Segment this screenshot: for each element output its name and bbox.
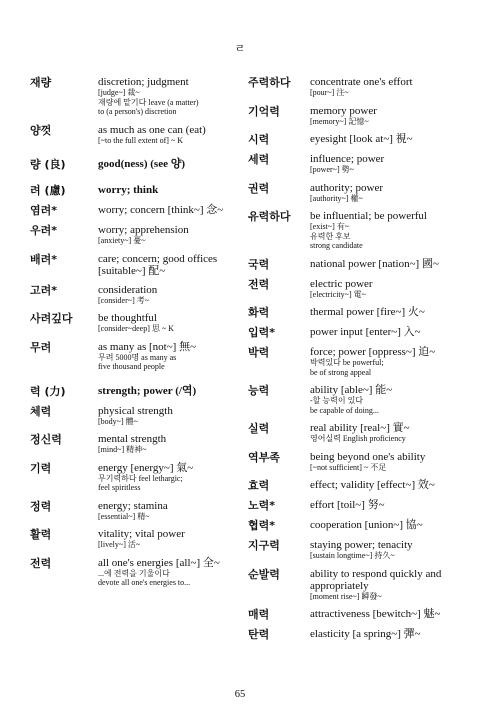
entry-definition bbox=[310, 568, 470, 602]
entry-headword: 탄력 bbox=[248, 628, 270, 641]
definition-text: consideration bbox=[98, 283, 158, 296]
definition-note: [mind~] 精神~ bbox=[98, 445, 147, 454]
dictionary-entry bbox=[248, 258, 470, 271]
dictionary-entry bbox=[30, 341, 235, 372]
entry-definition bbox=[310, 76, 470, 98]
entry-headword: 양껏 bbox=[30, 123, 52, 137]
dictionary-entry bbox=[248, 539, 470, 561]
definition-text: influence; power bbox=[310, 153, 385, 165]
definition-text: ability [able~] 能~ bbox=[310, 384, 393, 396]
definition-text: be influential; be powerful bbox=[310, 210, 427, 222]
entry-definition bbox=[98, 184, 235, 197]
dictionary-entry bbox=[248, 210, 470, 251]
definition-text: discretion; judgment bbox=[98, 76, 189, 88]
definition-text: elasticity [a spring~] 彈~ bbox=[310, 628, 421, 640]
definition-text: energy [energy~] 氣~ bbox=[98, 461, 194, 474]
definition-note: strong candidate bbox=[310, 241, 363, 250]
entry-definition bbox=[98, 312, 235, 334]
dictionary-entry bbox=[248, 451, 470, 473]
dictionary-entry bbox=[248, 326, 470, 339]
definition-text: as many as [not~] 無~ bbox=[98, 340, 197, 353]
entry-headword: 실력 bbox=[248, 422, 270, 435]
definition-text: be thoughtful bbox=[98, 312, 157, 324]
entry-definition bbox=[310, 326, 470, 339]
entry-definition bbox=[310, 422, 470, 444]
entry-headword: 염려* bbox=[30, 204, 58, 217]
dictionary-entry bbox=[30, 76, 235, 117]
dictionary-entry bbox=[30, 312, 235, 334]
definition-note: 무기력하다 feel lethargic; bbox=[98, 473, 183, 483]
definition-note: be of strong appeal bbox=[310, 367, 372, 377]
entry-headword: 권력 bbox=[248, 181, 270, 195]
entry-headword: 노력* bbox=[248, 499, 276, 512]
entry-headword: 국력 bbox=[248, 257, 270, 271]
dictionary-entry bbox=[248, 422, 470, 444]
dictionary-entry bbox=[248, 384, 470, 415]
entry-headword: 려 (慮) bbox=[30, 184, 66, 197]
dictionary-entry bbox=[248, 278, 470, 300]
entry-definition bbox=[310, 499, 470, 512]
definition-note: five thousand people bbox=[98, 362, 165, 371]
dictionary-entry bbox=[248, 628, 470, 641]
definition-note: [~to the full extent of] ~ K bbox=[98, 135, 184, 145]
definition-text: cooperation [union~] 協~ bbox=[310, 519, 423, 531]
entry-headword: 매력 bbox=[248, 608, 270, 621]
entry-definition bbox=[310, 519, 470, 532]
page-number: 65 bbox=[234, 689, 246, 700]
definition-note: [pour~] 注~ bbox=[310, 88, 349, 97]
dictionary-entry bbox=[30, 253, 235, 277]
definition-note: be capable of doing... bbox=[310, 405, 379, 415]
definition-text: power input [enter~] 入~ bbox=[310, 326, 421, 338]
entry-definition bbox=[310, 210, 470, 251]
definition-note: devote all one's energies to... bbox=[98, 578, 191, 587]
definition-note: ...에 전력을 기울이다 bbox=[98, 568, 170, 578]
page-header: ㄹ bbox=[234, 42, 246, 55]
definition-text: mental strength bbox=[98, 433, 167, 445]
entry-definition bbox=[98, 284, 235, 306]
definition-text: thermal power [fire~] 火~ bbox=[310, 306, 425, 318]
definition-text: all one's energies [all~] 全~ bbox=[98, 556, 220, 569]
entry-definition bbox=[310, 539, 470, 561]
section-heading bbox=[30, 158, 235, 171]
right-column bbox=[248, 76, 470, 648]
entry-definition bbox=[310, 153, 470, 175]
dictionary-entry bbox=[30, 204, 235, 217]
entry-definition bbox=[98, 158, 235, 171]
definition-text: staying power; tenacity bbox=[310, 539, 413, 551]
dictionary-entry bbox=[248, 306, 470, 319]
entry-headword: 기억력 bbox=[248, 104, 280, 118]
entry-headword: 박력 bbox=[248, 346, 270, 359]
definition-text: vitality; vital power bbox=[98, 528, 185, 540]
definition-text: force; power [oppress~] 迫~ bbox=[310, 346, 436, 358]
entry-headword: 화력 bbox=[248, 306, 270, 319]
definition-note: [body~] 體~ bbox=[98, 416, 138, 426]
definition-text: attractiveness [bewitch~] 魅~ bbox=[310, 608, 441, 620]
definition-note: 재량에 맡기다 leave (a matter) bbox=[98, 97, 199, 107]
entry-definition bbox=[98, 341, 235, 372]
definition-note: feel spiritless bbox=[98, 483, 141, 492]
entry-definition bbox=[310, 346, 470, 377]
entry-definition bbox=[98, 557, 235, 588]
entry-definition bbox=[310, 133, 470, 146]
definition-note: [anxiety~] 憂~ bbox=[98, 236, 146, 245]
dictionary-entry bbox=[248, 76, 470, 98]
entry-definition bbox=[310, 384, 470, 415]
definition-note: [lively~] 活~ bbox=[98, 540, 141, 549]
entry-headword: 효력 bbox=[248, 479, 270, 492]
definition-note: [memory~] 記憶~ bbox=[310, 116, 369, 126]
definition-note: [sustain longtime~] 持久~ bbox=[310, 551, 395, 560]
entry-headword: 유력하다 bbox=[248, 210, 291, 223]
entry-definition bbox=[310, 258, 470, 271]
definition-note: [authority~] 權~ bbox=[310, 193, 363, 203]
definition-note: to (a person's) discretion bbox=[98, 107, 177, 116]
dictionary-entry bbox=[248, 608, 470, 621]
entry-definition bbox=[98, 224, 235, 246]
definition-note: 영어실력 English proficiency bbox=[310, 434, 406, 443]
dictionary-entry bbox=[248, 133, 470, 146]
entry-definition bbox=[98, 500, 235, 522]
definition-text: national power [nation~] 國~ bbox=[310, 257, 439, 270]
dictionary-entry bbox=[30, 284, 235, 306]
entry-headword: 무려 bbox=[30, 340, 52, 354]
definition-text: effort [toil~] 努~ bbox=[310, 499, 385, 511]
entry-headword: 입력* bbox=[248, 326, 276, 339]
entry-headword: 배려* bbox=[30, 252, 58, 266]
definition-text: worry; concern [think~] 念~ bbox=[98, 204, 224, 216]
definition-text: authority; power bbox=[310, 181, 384, 194]
entry-definition bbox=[310, 278, 470, 300]
entry-definition bbox=[310, 608, 470, 621]
entry-definition bbox=[98, 528, 235, 550]
definition-note: 유력한 후보 bbox=[310, 231, 351, 241]
entry-definition bbox=[98, 462, 235, 493]
definition-text: electric power bbox=[310, 277, 373, 290]
dictionary-entry bbox=[248, 182, 470, 204]
entry-definition bbox=[310, 628, 470, 641]
entry-definition bbox=[98, 204, 235, 217]
entry-definition bbox=[98, 405, 235, 427]
dictionary-entry bbox=[30, 557, 235, 588]
entry-headword: 역부족 bbox=[248, 450, 280, 464]
entry-definition bbox=[310, 479, 470, 492]
definition-text: eyesight [look at~] 視~ bbox=[310, 133, 413, 145]
left-column bbox=[30, 76, 235, 595]
entry-definition bbox=[98, 76, 235, 117]
entry-headword: 정신력 bbox=[30, 433, 62, 446]
entry-headword: 세력 bbox=[248, 153, 270, 166]
entry-headword: 량 (良) bbox=[30, 158, 66, 171]
definition-note: [exist~] 有~ bbox=[310, 222, 350, 231]
dictionary-entry bbox=[30, 224, 235, 246]
dictionary-entry bbox=[248, 519, 470, 532]
definition-text: ability to respond quickly and appropriately bbox=[310, 567, 442, 592]
dictionary-entry bbox=[248, 153, 470, 175]
entry-definition bbox=[98, 385, 235, 398]
dictionary-entry bbox=[30, 462, 235, 493]
entry-headword: 력 (力) bbox=[30, 384, 66, 398]
definition-note: [electricity~] 電~ bbox=[310, 289, 366, 299]
definition-text: physical strength bbox=[98, 404, 173, 417]
dictionary-entry bbox=[248, 499, 470, 512]
dictionary-entry bbox=[248, 105, 470, 127]
entry-definition bbox=[98, 433, 235, 455]
dictionary-entry bbox=[248, 346, 470, 377]
definition-text: energy; stamina bbox=[98, 499, 168, 512]
entry-headword: 고려* bbox=[30, 283, 58, 297]
entry-headword: 정력 bbox=[30, 499, 52, 513]
entry-headword: 우려* bbox=[30, 224, 58, 237]
entry-definition bbox=[310, 105, 470, 127]
entry-headword: 순발력 bbox=[248, 567, 280, 581]
dictionary-entry bbox=[248, 479, 470, 492]
definition-text: memory power bbox=[310, 104, 377, 117]
entry-headword: 능력 bbox=[248, 384, 270, 397]
entry-headword: 지구력 bbox=[248, 539, 280, 552]
definition-note: [consider~] 考~ bbox=[98, 295, 150, 305]
entry-definition bbox=[310, 306, 470, 319]
definition-note: 박력있다 be powerful; bbox=[310, 358, 384, 367]
entry-headword: 체력 bbox=[30, 404, 52, 418]
dictionary-entry bbox=[248, 568, 470, 602]
definition-note: 무려 5000명 as many as bbox=[98, 352, 177, 362]
definition-text: worry; apprehension bbox=[98, 224, 189, 236]
definition-note: -할 능력이 있다 bbox=[310, 396, 364, 405]
definition-note: [consider~deep] 思 ~ K bbox=[98, 324, 174, 333]
definition-note: [power~] 勢~ bbox=[310, 165, 354, 174]
definition-text: as much as one can (eat) bbox=[98, 123, 206, 136]
entry-headword: 주력하다 bbox=[248, 76, 291, 89]
dictionary-entry bbox=[30, 433, 235, 455]
entry-headword: 협력* bbox=[248, 519, 276, 532]
entry-definition bbox=[98, 253, 235, 277]
entry-headword: 시력 bbox=[248, 133, 270, 146]
section-heading bbox=[30, 385, 235, 398]
entry-headword: 전력 bbox=[30, 556, 52, 570]
dictionary-entry bbox=[30, 528, 235, 550]
dictionary-entry bbox=[30, 405, 235, 427]
entry-headword: 전력 bbox=[248, 277, 270, 291]
entry-definition bbox=[310, 451, 470, 473]
definition-text: care; concern; good offices [suitable~] 配~ bbox=[98, 252, 218, 277]
definition-text: being beyond one's ability bbox=[310, 450, 426, 463]
entry-headword: 기력 bbox=[30, 461, 52, 475]
entry-definition bbox=[98, 124, 235, 146]
section-heading bbox=[30, 184, 235, 197]
dictionary-entry bbox=[30, 500, 235, 522]
definition-text: effect; validity [effect~] 效~ bbox=[310, 479, 435, 491]
entry-headword: 사려깊다 bbox=[30, 312, 73, 325]
definition-text: strength; power (/역) bbox=[98, 384, 197, 397]
definition-note: [judge~] 裁~ bbox=[98, 88, 140, 97]
definition-text: real ability [real~] 實~ bbox=[310, 422, 410, 434]
entry-headword: 재량 bbox=[30, 76, 52, 89]
definition-text: good(ness) (see 양) bbox=[98, 158, 186, 170]
definition-text: worry; think bbox=[98, 184, 159, 196]
definition-note: [moment rise~] 瞬發~ bbox=[310, 591, 382, 601]
definition-note: [~not sufficient] ~ 不足 bbox=[310, 462, 387, 472]
definition-note: [essential~] 精~ bbox=[98, 511, 150, 521]
entry-headword: 활력 bbox=[30, 528, 52, 541]
dictionary-entry bbox=[30, 124, 235, 146]
definition-text: concentrate one's effort bbox=[310, 76, 413, 88]
entry-definition bbox=[310, 182, 470, 204]
